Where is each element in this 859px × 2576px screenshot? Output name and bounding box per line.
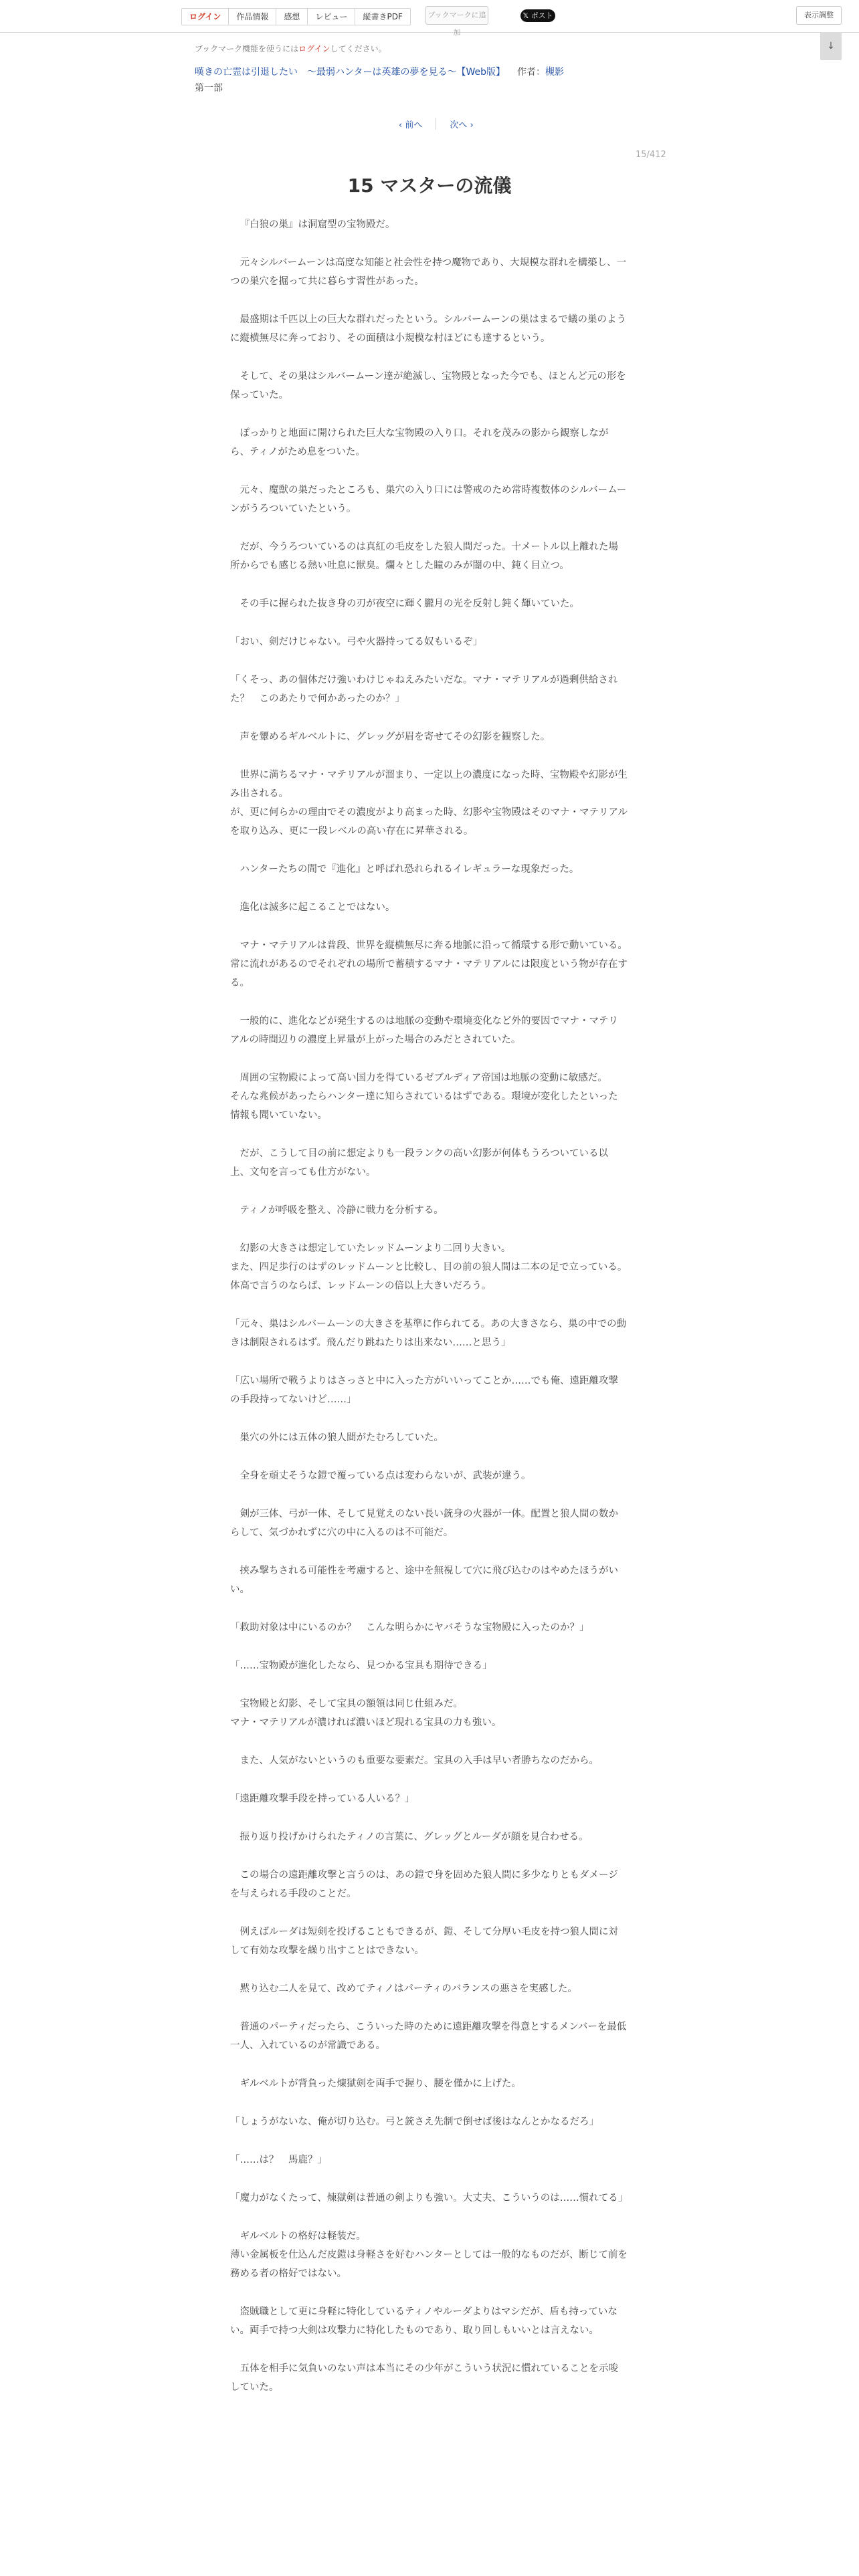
paragraph: 「……宝物殿が進化したなら、見つかる宝具も期待できる」 xyxy=(230,1660,492,1671)
series-title-link[interactable]: 嘆きの亡霊は引退したい 〜最弱ハンターは英雄の夢を見る〜【Web版】 xyxy=(195,67,505,78)
login-notice xyxy=(195,43,387,54)
chapter-counter: 15/412 xyxy=(636,150,666,160)
paragraph: 周囲の宝物殿によって高い国力を得ているゼブルディア帝国は地脈の変動に敏感だ。 そんな兆候があったらハンター達に知らされているはずである。環境が変化したといった情報も聞いていない。 xyxy=(230,1073,618,1121)
paragraph: その手に握られた抜き身の刃が夜空に輝く朧月の光を反射し鈍く輝いていた。 xyxy=(240,599,579,609)
paragraph: 「くそっ、あの個体だけ強いわけじゃねえみたいだな。マナ・マテリアルが過剰供給された？ このあたりで何かあったのか？」 xyxy=(230,675,618,704)
paragraph: 挟み撃ちされる可能性を考慮すると、途中を無視して穴に飛び込むのはやめたほうがいい。 xyxy=(230,1566,618,1595)
login-link[interactable]: ログイン xyxy=(182,9,229,25)
author-label: 作者： xyxy=(516,67,545,78)
series-line xyxy=(195,66,564,79)
paragraph: 例えばルーダは短剣を投げることもできるが、鎧、そして分厚い毛皮を持つ狼人間に対して有効な攻撃を繰り出すことはできない。 xyxy=(230,1927,618,1956)
paragraph: また、人気がないというのも重要な要素だ。宝具の入手は早い者勝ちなのだから。 xyxy=(240,1755,599,1766)
paragraph: 幻影の大きさは想定していたレッドムーンより二回り大きい。 また、四足歩行のはずのレッドムーンと比較し、目の前の狼人間は二本の足で立っている。体高で言うのならば、レッドムーンの倍以上大きいだろう。 xyxy=(230,1243,628,1291)
display-settings-button[interactable]: 表示調整 xyxy=(796,6,842,25)
prev-chapter-link[interactable]: ‹ 前へ xyxy=(399,120,423,130)
scroll-down-icon[interactable]: ↓ xyxy=(820,32,842,60)
paragraph: 声を顰めるギルベルトに、グレッグが眉を寄せてその幻影を観察した。 xyxy=(240,732,551,742)
paragraph: 進化は滅多に起こることではない。 xyxy=(240,902,395,913)
paragraph: 盗賊職として更に身軽に特化しているティノやルーダよりはマシだが、盾も持っていない。両手で持つ大剣は攻撃力に特化したものであり、取り回しもいいとは言えない。 xyxy=(230,2306,617,2336)
vertical-pdf-link[interactable]: 縦書きPDF xyxy=(363,12,403,21)
paragraph: 普通のパーティだったら、こういった時のために遠距離攻撃を得意とするメンバーを最低一人、入れているのが常識である。 xyxy=(230,2022,627,2051)
paragraph: この場合の遠距離攻撃と言うのは、あの鎧で身を固めた狼人間に多少なりともダメージを与えられる手段のことだ。 xyxy=(230,1870,618,1899)
chapter-title: 15 マスターの流儀 xyxy=(347,175,512,197)
notice-prefix: ブックマーク機能を使うには xyxy=(195,44,299,53)
paragraph: 「遠距離攻撃手段を持っている人いる？」 xyxy=(230,1794,415,1804)
chapter-pager xyxy=(385,118,487,130)
paragraph: そして、その巣はシルバームーン達が絶滅し、宝物殿となった今でも、ほとんど元の形を保っていた。 xyxy=(230,371,626,401)
paragraph: 世界に満ちるマナ・マテリアルが溜まり、一定以上の濃度になった時、宝物殿や幻影が生み出される。 が、更に何らかの理由でその濃度がより高まった時、幻影や宝物殿はそのマナ・マテリアルを取り込み、更に一段レベルの高い存在に昇華される。 xyxy=(230,770,628,837)
paragraph: マナ・マテリアルは普段、世界を縦横無尽に奔る地脈に沿って循環する形で動いている。 常に流れがあるのでそれぞれの場所で蓄積するマナ・マテリアルには限度という物が存在する。 xyxy=(230,940,628,988)
top-header xyxy=(0,0,859,37)
paragraph: 「広い場所で戦うよりはさっさと中に入った方がいいってことか……でも俺、遠距離攻撃の手段持ってないけど……」 xyxy=(230,1376,618,1405)
nav-menu xyxy=(181,8,411,25)
paragraph: 宝物殿と幻影、そして宝具の額領は同じ仕組みだ。 マナ・マテリアルが濃ければ濃いほど現れる宝具の力も強い。 xyxy=(230,1699,502,1728)
paragraph: ギルベルトの格好は軽装だ。 薄い金属板を仕込んだ皮鎧は身軽さを好むハンターとしては一般的なものだが、断じて前を務める者の格好ではない。 xyxy=(230,2231,628,2279)
paragraph: 元々シルバームーンは高度な知能と社会性を持つ魔物であり、大規模な群れを構築し、一つの巣穴を掘って共に暮らす習性があった。 xyxy=(230,257,627,287)
paragraph: ギルベルトが背負った煉獄剣を両手で握り、腰を僅かに上げた。 xyxy=(240,2078,521,2089)
author-link[interactable]: 槻影 xyxy=(545,67,564,78)
paragraph: 五体を相手に気負いのない声は本当にその少年がこういう状況に慣れていることを示唆していた。 xyxy=(230,2363,618,2393)
novel-body xyxy=(230,215,628,2416)
paragraph: 振り返り投げかけられたティノの言葉に、グレッグとルーダが顔を見合わせる。 xyxy=(240,1832,589,1842)
impressions-link[interactable]: 感想 xyxy=(276,9,308,25)
part-label: 第一部 xyxy=(195,83,223,94)
paragraph: 元々、魔獣の巣だったところも、巣穴の入り口には警戒のため常時複数体のシルバームーンがうろついていたという。 xyxy=(230,485,627,514)
paragraph: ぽっかりと地面に開けられた巨大な宝物殿の入り口。それを茂みの影から観察しながら、ティノがため息をついた。 xyxy=(230,428,609,457)
paragraph: 「おい、剣だけじゃない。弓や火器持ってる奴もいるぞ」 xyxy=(230,637,482,647)
paragraph: 全身を頑丈そうな鎧で覆っている点は変わらないが、武装が違う。 xyxy=(240,1471,531,1481)
work-info-link[interactable]: 作品情報 xyxy=(229,9,276,25)
x-post-button[interactable]: 𝕏 ポスト xyxy=(520,9,555,22)
paragraph: ハンターたちの間で『進化』と呼ばれ恐れられるイレギュラーな現象だった。 xyxy=(240,864,579,875)
paragraph: 「魔力がなくたって、煉獄剣は普通の剣よりも強い。大丈夫、こういうのは……慣れてる」 xyxy=(230,2193,628,2204)
paragraph: だが、今うろついているのは真紅の毛皮をした狼人間だった。十メートル以上離れた場所からでも感じる熱い吐息に獣臭。爛々とした瞳のみが闇の中、鈍く目立つ。 xyxy=(230,542,618,571)
notice-login-link[interactable]: ログイン xyxy=(298,44,330,53)
paragraph: 黙り込む二人を見て、改めてティノはパーティのバランスの悪さを実感した。 xyxy=(240,1983,577,1994)
paragraph: 巣穴の外には五体の狼人間がたむろしていた。 xyxy=(240,1432,444,1443)
paragraph: 「しょうがないな、俺が切り込む。弓と銃さえ先制で倒せば後はなんとかなるだろ」 xyxy=(230,2117,599,2127)
paragraph: 「……は？ 馬鹿？」 xyxy=(230,2155,327,2165)
paragraph: 『白狼の巣』は洞窟型の宝物殿だ。 xyxy=(240,219,395,230)
paragraph: 剣が三体、弓が一体、そして見覚えのない長い銃身の火器が一体。配置と狼人間の数からして、気づかれずに穴の中に入るのは不可能だ。 xyxy=(230,1509,618,1538)
paragraph: 「救助対象は中にいるのか？ こんな明らかにヤバそうな宝物殿に入ったのか？」 xyxy=(230,1622,589,1633)
notice-suffix: してください。 xyxy=(330,44,387,53)
add-bookmark-button[interactable]: ブックマークに追加 xyxy=(425,6,488,25)
paragraph: だが、こうして目の前に想定よりも一段ランクの高い幻影が何体もうろついている以上、文句を言っても仕方がない。 xyxy=(230,1148,609,1178)
paragraph: 「元々、巣はシルバームーンの大きさを基準に作られてる。あの大きさなら、巣の中での動きは制限されるはず。飛んだり跳ねたりは出来ない……と思う」 xyxy=(230,1319,627,1348)
next-chapter-link[interactable]: 次へ › xyxy=(450,120,474,130)
paragraph: ティノが呼吸を整え、冷静に戦力を分析する。 xyxy=(240,1205,444,1216)
paragraph: 一般的に、進化などが発生するのは地脈の変動や環境変化など外的要因でマナ・マテリアルの時間辺りの濃度上昇量が上がった場合のみだとされていた。 xyxy=(230,1016,618,1045)
paragraph: 最盛期は千匹以上の巨大な群れだったという。シルバームーンの巣はまるで蟻の巣のように縦横無尽に奔っており、その面積は小規模な村ほどにも達するという。 xyxy=(230,314,626,344)
review-link[interactable]: レビュー xyxy=(308,9,355,25)
